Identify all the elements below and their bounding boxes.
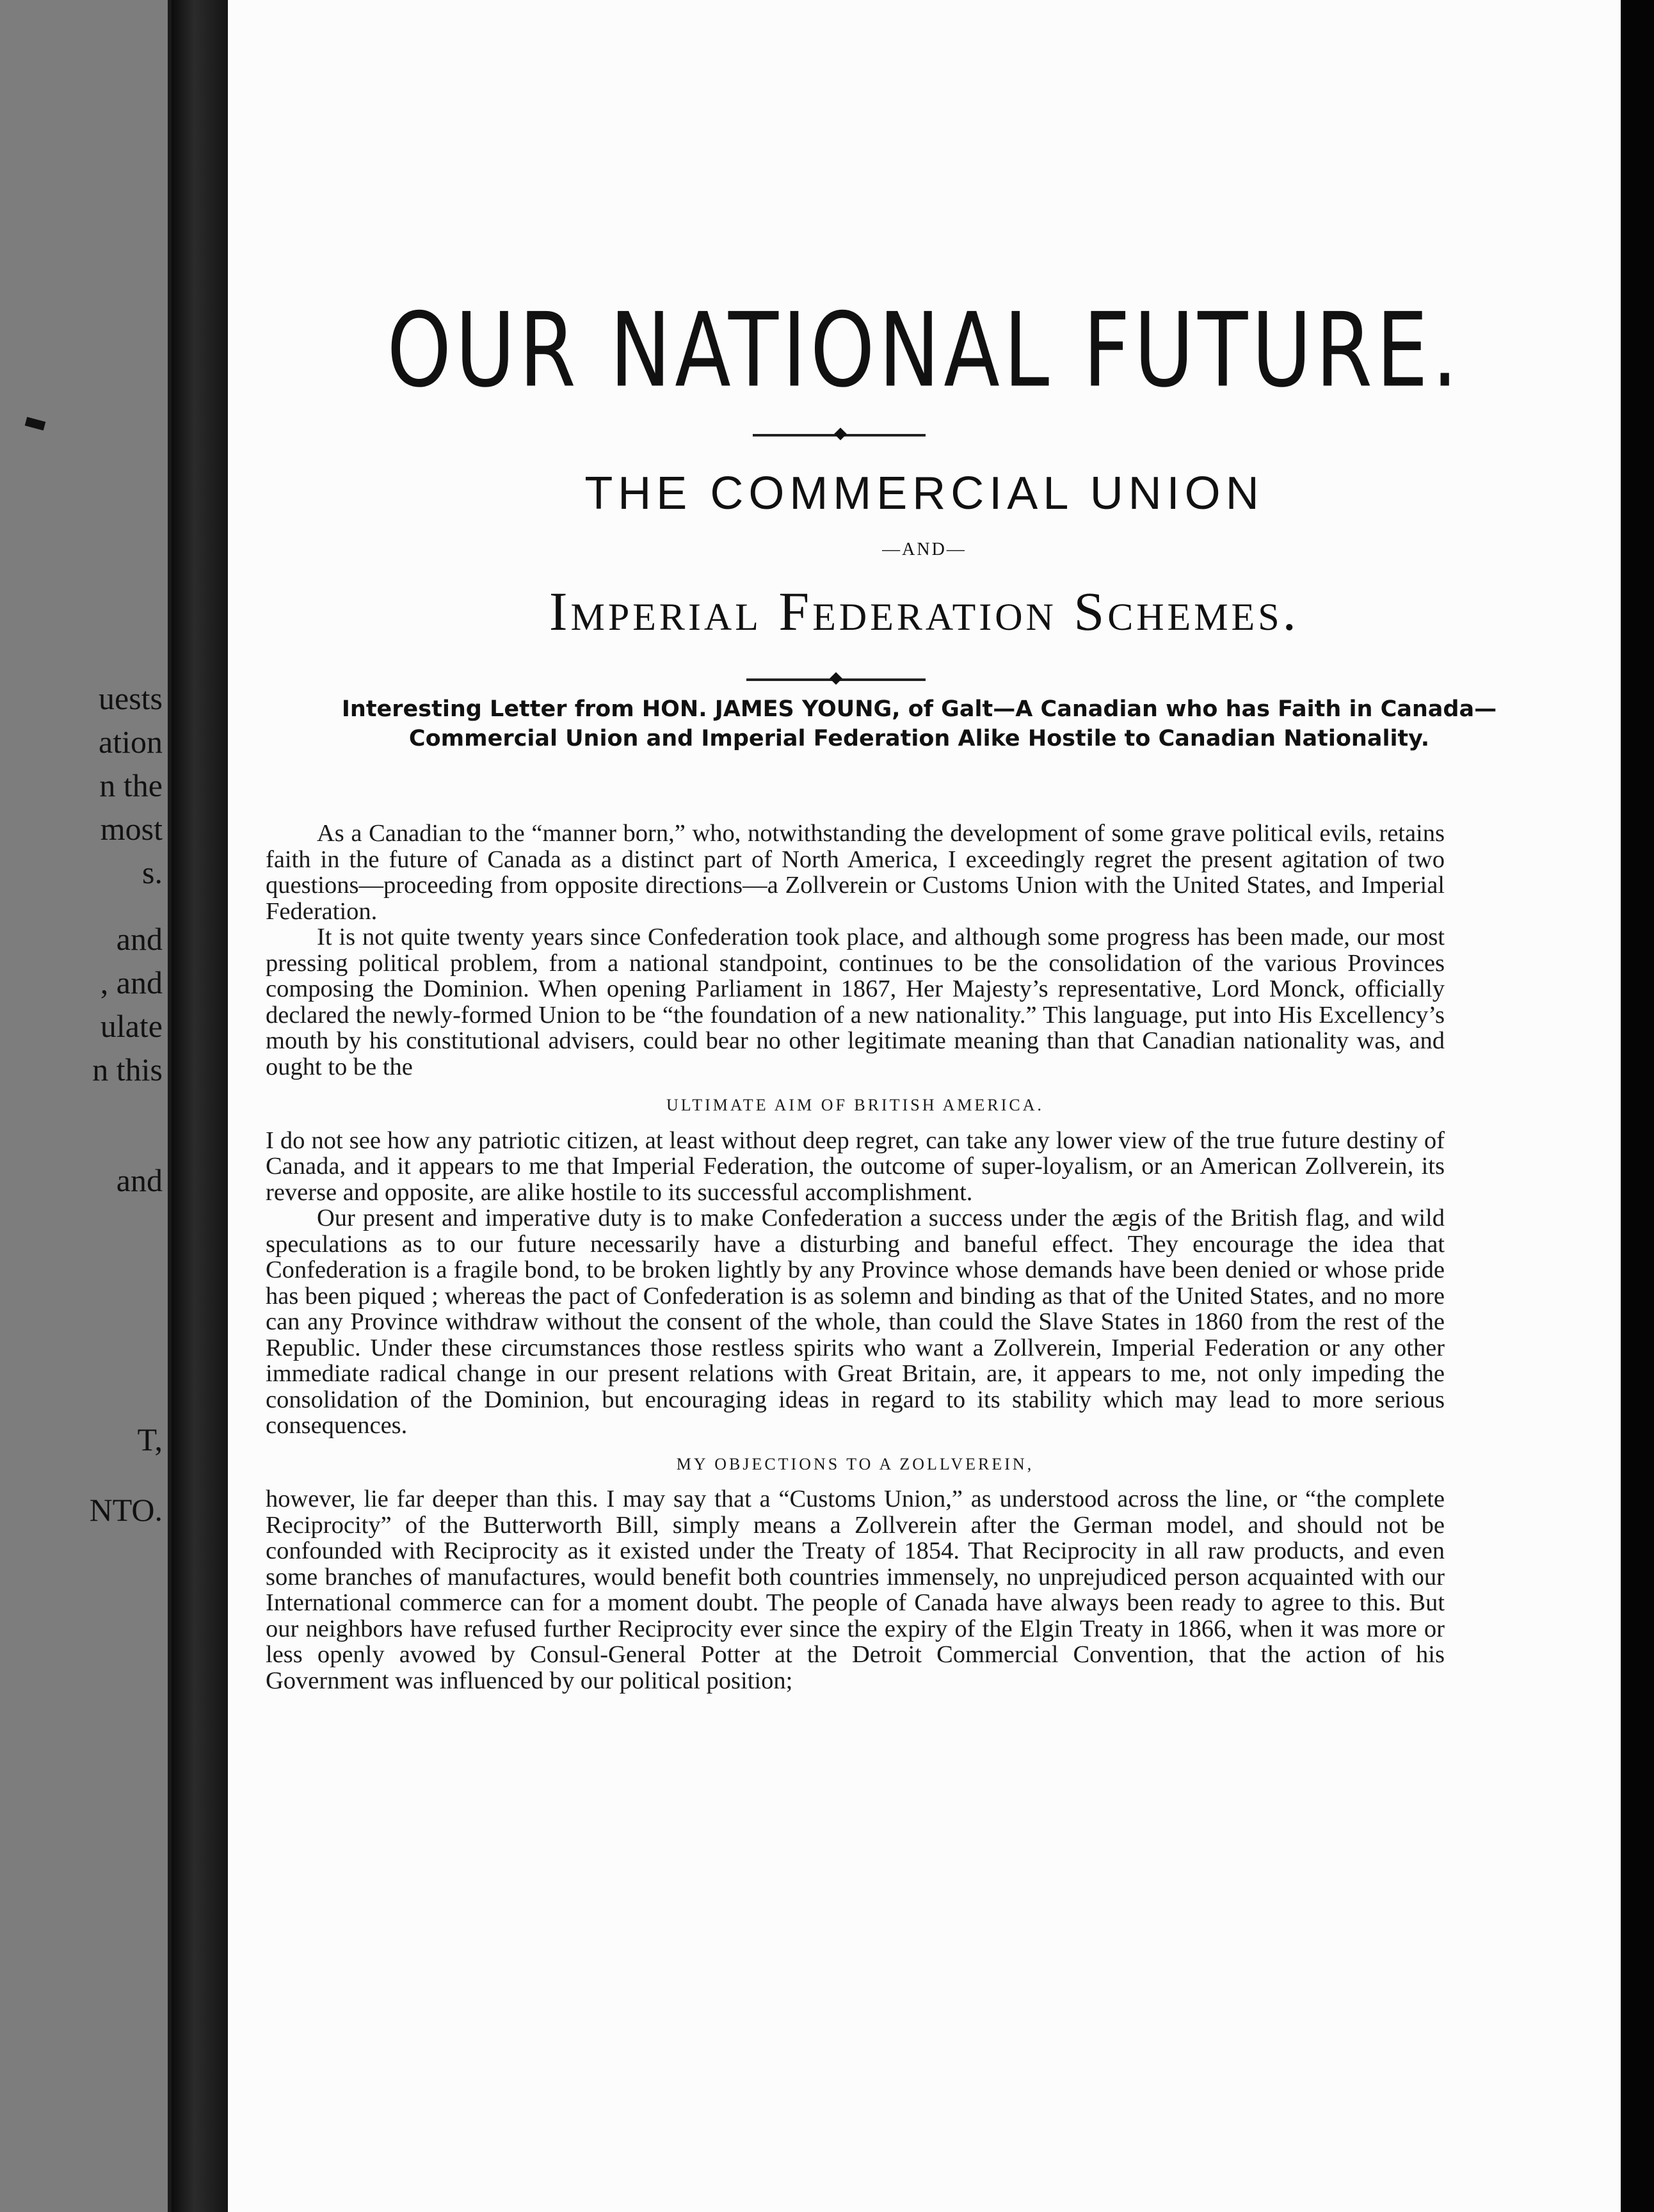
margin-fragment: s. <box>142 854 163 890</box>
document-page <box>228 0 1621 2212</box>
margin-fragment: and <box>116 921 163 957</box>
section-heading: ULTIMATE AIM OF BRITISH AMERICA. <box>666 1096 1045 1114</box>
body-paragraph: It is not quite twenty years since Confederation took place, and although some progress has been made, our most pressing political problem, from a national standpoint, continues to be the consolidation of the various Provinces composing the Dominion. When opening Parliament in 1867, Her Majesty’s representative, Lord Monck, officially declared the newly-formed Union to be “the foundation of a new nationality.” This language, put into His Excellency’s mouth by his constitutional advisers, could bear no other legitimate meaning than that Canadian nationality was, and ought to be the <box>266 924 1445 1080</box>
body-paragraph: Our present and imperative duty is to make Confederation a success under the ægis of the British flag, and wild speculations as to our future necessarily have a disturbing and baneful effect. They encourage the idea that Confederation is a fragile bond, to be broken lightly by any Province whose demands have been denied or whose pride has been piqued ; whereas the pact of Confederation is as solemn and binding as that of the United States, and no more can any Province withdraw without the consent of the whole, than could the Slave States in 1860 from the rest of the Republic. Under these circumstances those restless spirits who want a Zollverein, Imperial Federation or any other immediate radical change in our present relations with Great Britain, are, it appears to me, not only impeding the consolidation of the Dominion, but encouraging ideas in regard to its stability which may lead to more serious consequences. <box>266 1205 1445 1439</box>
margin-mark <box>25 417 46 430</box>
margin-fragment: n this <box>92 1052 163 1087</box>
margin-fragment: uests <box>99 680 163 716</box>
ornament-dot <box>830 672 842 685</box>
section-heading: MY OBJECTIONS TO A ZOLLVEREIN, <box>676 1454 1034 1473</box>
margin-fragment: most <box>100 811 163 847</box>
previous-page-margin <box>0 0 172 2212</box>
body-paragraph: As a Canadian to the “manner born,” who, notwithstanding the development of some grave political evils, retains faith in the future of Canada as a distinct part of North America, I exceedingly regret the present agitation of two questions—proceeding from opposite directions—a Zollverein or Customs Union with the United States, and Imperial Federation. <box>266 820 1445 925</box>
margin-fragment: NTO. <box>89 1492 163 1528</box>
subtitle-commercial-union: THE COMMERCIAL UNION <box>584 468 1264 519</box>
margin-fragment: , and <box>100 965 163 1000</box>
body-paragraph: however, lie far deeper than this. I may say that a “Customs Union,” as understood across the line, or “the complete Reciprocity” of the Butterworth Bill, simply means a Zollverein after the German model, and should not be confounded with Reciprocity as it existed under the Treaty of 1854. That Reciprocity in all raw products, and even some branches of manufactures, would benefit both countries immensely, no unprejudiced person acquainted with our International commerce can for a moment doubt. The people of Canada have always been ready to agree to this. But our neighbors have refused further Reciprocity ever since the expiry of the Elgin Treaty in 1866, when it was more or less openly avowed by Consul-General Potter at the Detroit Commercial Convention, that the action of his Government was influenced by our political position; <box>266 1486 1445 1694</box>
margin-fragment: and <box>116 1162 163 1198</box>
ornament-dot <box>834 428 847 440</box>
margin-fragment: n the <box>99 767 163 803</box>
margin-fragment: T, <box>137 1422 163 1457</box>
margin-fragment: ation <box>99 724 163 760</box>
scan-edge <box>1621 0 1654 2212</box>
and-separator: —AND— <box>882 540 967 559</box>
page-title: OUR NATIONAL FUTURE. <box>387 291 1462 411</box>
margin-fragment: ulate <box>100 1008 163 1044</box>
intro-summary: Interesting Letter from HON. JAMES YOUNG, of Galt—A Canadian who has Faith in Canada—Commercial Union and Imperial Federation Alike Hostile to Canadian Nationality. <box>341 696 1497 751</box>
subtitle-imperial-federation: Imperial Federation Schemes. <box>549 581 1300 642</box>
book-spine <box>172 0 229 2212</box>
body-paragraph: I do not see how any patriotic citizen, at least without deep regret, can take any lower view of the true future destiny of Canada, and it appears to me that Imperial Federation, the outcome of super-loyalism, or an American Zollverein, its reverse and opposite, are alike hostile to its successful accomplishment. <box>266 1126 1445 1206</box>
article-body <box>266 821 1445 1694</box>
